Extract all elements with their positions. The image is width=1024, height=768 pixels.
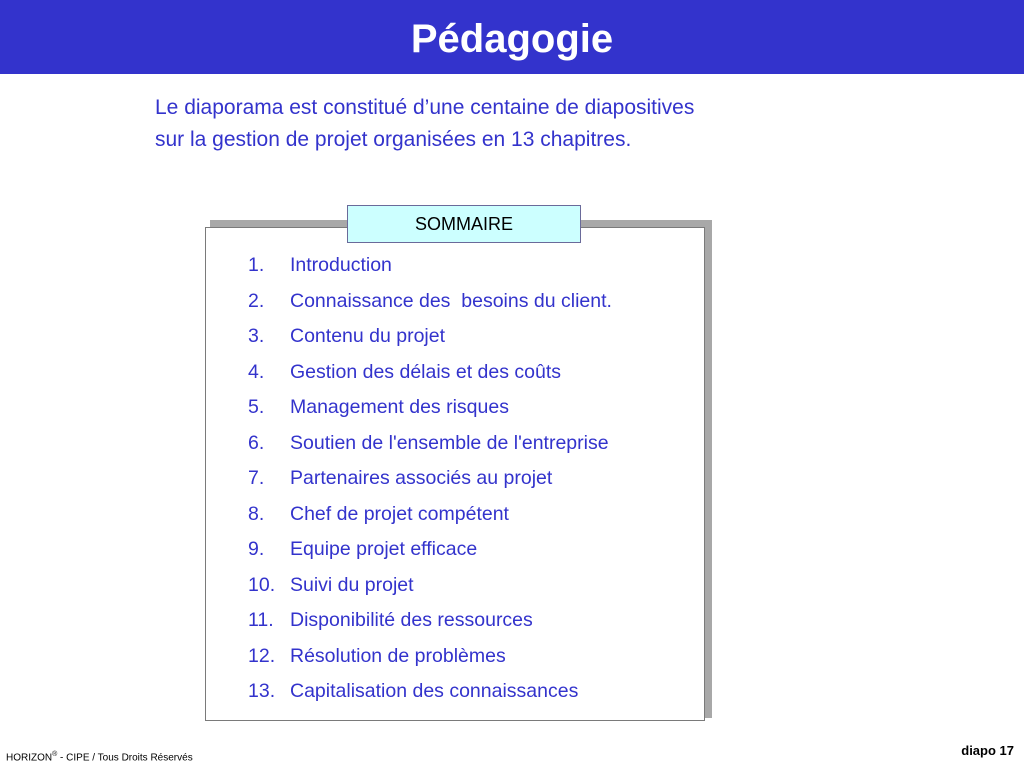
sommaire-item-number: 2. [248,289,265,312]
sommaire-item-label: Contenu du projet [290,325,446,347]
sommaire-item-number: 10. [248,573,276,596]
slide-title: Pédagogie [410,17,614,61]
sommaire-item-12 [248,639,698,675]
sommaire-item-2 [248,284,698,320]
sommaire-item-label: Gestion des délais et des coûts [290,360,561,383]
sommaire-item-label: Résolution de problèmes [290,644,506,667]
sommaire-item-number: 6. [248,431,265,454]
sommaire-item-label: Introduction [290,254,392,276]
sommaire-item-number: 12. [248,644,276,667]
intro-text [155,92,855,156]
sommaire-item-number: 4. [248,360,265,383]
sommaire-item-number: 13. [248,680,276,702]
title-bar [0,0,1024,74]
sommaire-item-number: 7. [248,467,265,489]
sommaire-item-6 [248,426,698,462]
sommaire-item-10 [248,568,698,604]
footer-rights: - CIPE / Tous Droits Réservés [57,752,193,764]
sommaire-item-label: Disponibilité des ressources [290,609,533,631]
sommaire-item-5 [248,390,698,426]
sommaire-item-label: Capitalisation des connaissances [290,680,579,702]
sommaire-item-label: Connaissance des besoins du client. [290,289,612,312]
slide-number: diapo 17 [961,743,1014,758]
sommaire-list [248,248,698,710]
sommaire-item-number: 11. [248,609,274,631]
sommaire-item-label: Equipe projet efficace [290,538,478,560]
sommaire-item-11 [248,603,698,639]
sommaire-item-9 [248,532,698,568]
sommaire-item-label: Chef de projet compétent [290,502,509,525]
sommaire-item-label: Management des risques [290,396,509,418]
sommaire-item-label: Partenaires associés au projet [290,467,553,489]
sommaire-item-8 [248,497,698,533]
sommaire-item-number: 1. [248,254,265,276]
copyright-footer [6,751,193,763]
sommaire-item-7 [248,461,698,497]
sommaire-item-13 [248,674,698,710]
footer-brand: HORIZON [6,752,53,764]
sommaire-heading: SOMMAIRE [347,205,581,243]
intro-line-1: Le diaporama est constitué d’une centaine de diapositives [155,96,695,119]
intro-line-2: sur la gestion de projet organisées en 13 chapitres. [155,128,632,151]
sommaire-item-3 [248,319,698,355]
sommaire-item-4 [248,355,698,391]
sommaire-item-label: Suivi du projet [290,573,414,596]
sommaire-item-number: 9. [248,538,265,560]
sommaire-item-1 [248,248,698,284]
registered-mark: ® [52,751,58,758]
sommaire-item-number: 5. [248,396,265,418]
sommaire-item-number: 8. [248,502,265,525]
sommaire-item-number: 3. [248,325,265,347]
sommaire-item-label: Soutien de l'ensemble de l'entreprise [290,431,609,454]
